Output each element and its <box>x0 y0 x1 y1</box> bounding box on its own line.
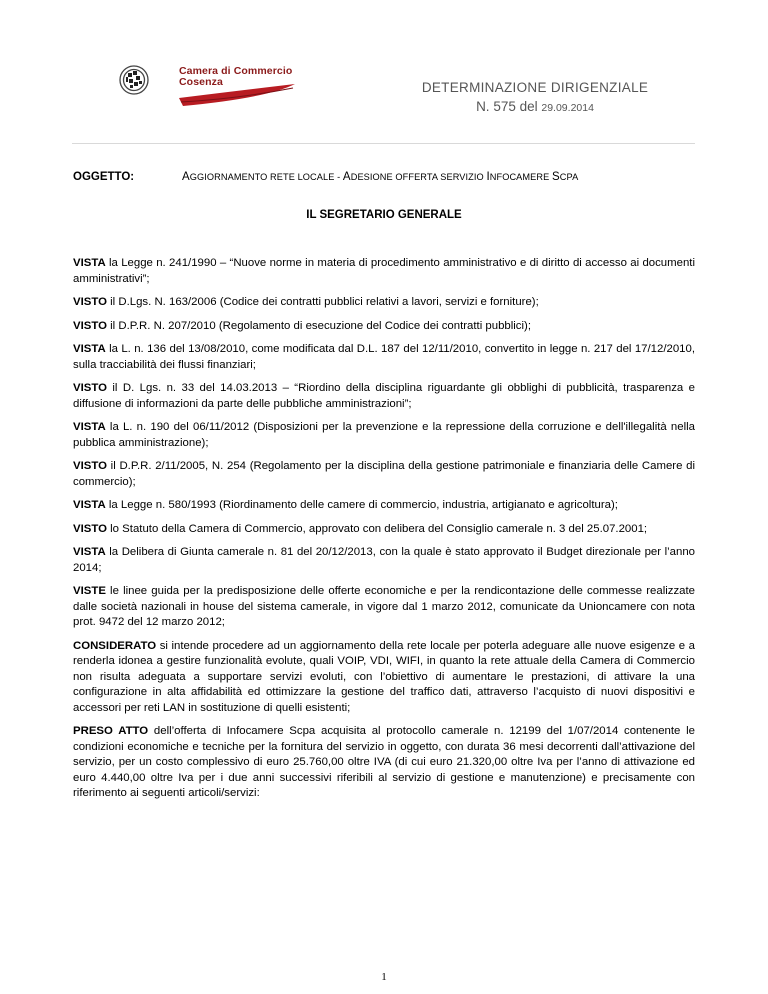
number-prefix: N. 575 del <box>476 99 538 114</box>
paragraph: VISTE le linee guida per la predisposizione delle offerte economiche e per la rendicontazione delle commesse realizzate dalle società nazionali in house del sistema camerale, in vigore dal 1 marzo 2012, comunicate da Unioncamere con nota prot. 9472 del 12 marzo 2012; <box>73 585 695 628</box>
document-header <box>400 80 670 114</box>
paragraph: CONSIDERATO si intende procedere ad un aggiornamento della rete locale per poterla adeguare alle nuove esigenze e a renderla idonea a gestire funzionalità evolute, quali VOIP, VDI, WIFI, in quanto la rete attuale della Camera di Commercio non risulta adeguata a supportare servizi evoluti, con l’obiettivo di aumentare le prestazioni, di attivare la una configurazione in alta affidabilità ed ottimizzare la gestione del traffico dati, attraverso l’acquisto di nuovi dispositivi e accessori per reti LAN in sostituzione di quelli esistenti; <box>73 639 695 714</box>
document-title: DETERMINAZIONE DIRIGENZIALE <box>421 80 649 95</box>
paragraph: PRESO ATTO dell’offerta di Infocamere Scpa acquisita al protocollo camerale n. 12199 del 1/07/2014 contenente le condizioni economiche e tecniche per la fornitura del servizio in oggetto, con durata 36 mesi decorrenti dall’attivazione del servizio, per un costo complessivo di euro 25.760,00 oltre IVA (di cui euro 21.320,00 oltre Iva per l’anno di attivazione ed euro 4.440,00 oltre Iva per i due anni successivi riferibili al servizio di gestione e manutenzione) e precisamente con riferimento ai seguenti articoli/servizi: <box>73 725 695 799</box>
paragraph: VISTA la L. n. 190 del 06/11/2012 (Disposizioni per la prevenzione e la repressione della corruzione e dell'illegalità nella pubblica amministrazione); <box>73 421 695 449</box>
paragraph: VISTO il D.P.R. N. 207/2010 (Regolamento di esecuzione del Codice dei contratti pubblici); <box>73 319 531 332</box>
number-date: 29.09.2014 <box>541 102 594 114</box>
paragraph: VISTO il D.P.R. 2/11/2005, N. 254 (Regolamento per la disciplina della gestione patrimoniale e finanziaria delle Camere di commercio); <box>73 460 695 488</box>
paragraph: VISTA la Legge n. 241/1990 – “Nuove norme in materia di procedimento amministrativo e di diritto di accesso ai documenti amministrativi”; <box>73 257 695 285</box>
logo-line-2: Cosenza <box>179 76 223 88</box>
document-body <box>73 256 695 810</box>
page-number: 1 <box>381 971 387 983</box>
subject-label: OGGETTO: <box>73 171 135 183</box>
paragraph: VISTA la L. n. 136 del 13/08/2010, come modificata dal D.L. 187 del 12/11/2010, convertito in legge n. 217 del 17/12/2010, sulla tracciabilità dei flussi finanziari; <box>73 343 695 371</box>
paragraph: VISTO lo Statuto della Camera di Commercio, approvato con delibera del Consiglio camerale n. 3 del 25.07.2001; <box>73 522 648 535</box>
subject-text: AGGIORNAMENTO RETE LOCALE - ADESIONE OFFERTA SERVIZIO INFOCAMERE SCPA <box>182 171 579 183</box>
chamber-logo <box>117 62 299 112</box>
paragraph: VISTA la Delibera di Giunta camerale n. 81 del 20/12/2013, con la quale è stato approvato il Budget direzionale per l’anno 2014; <box>73 546 695 574</box>
section-heading: IL SEGRETARIO GENERALE <box>306 209 462 221</box>
document-number <box>400 99 670 114</box>
logo-line-1: Camera di Commercio <box>179 65 293 77</box>
header-divider <box>72 143 695 144</box>
paragraph: VISTO il D.Lgs. N. 163/2006 (Codice dei contratti pubblici relativi a lavori, servizi e forniture); <box>73 296 539 308</box>
paragraph: VISTA la Legge n. 580/1993 (Riordinamento delle camere di commercio, industria, artigianato e agricoltura); <box>73 499 618 511</box>
paragraph: VISTO il D. Lgs. n. 33 del 14.03.2013 – “Riordino della disciplina riguardante gli obblighi di pubblicità, trasparenza e diffusione di informazioni da parte delle pubbliche amministrazioni”; <box>73 382 695 410</box>
